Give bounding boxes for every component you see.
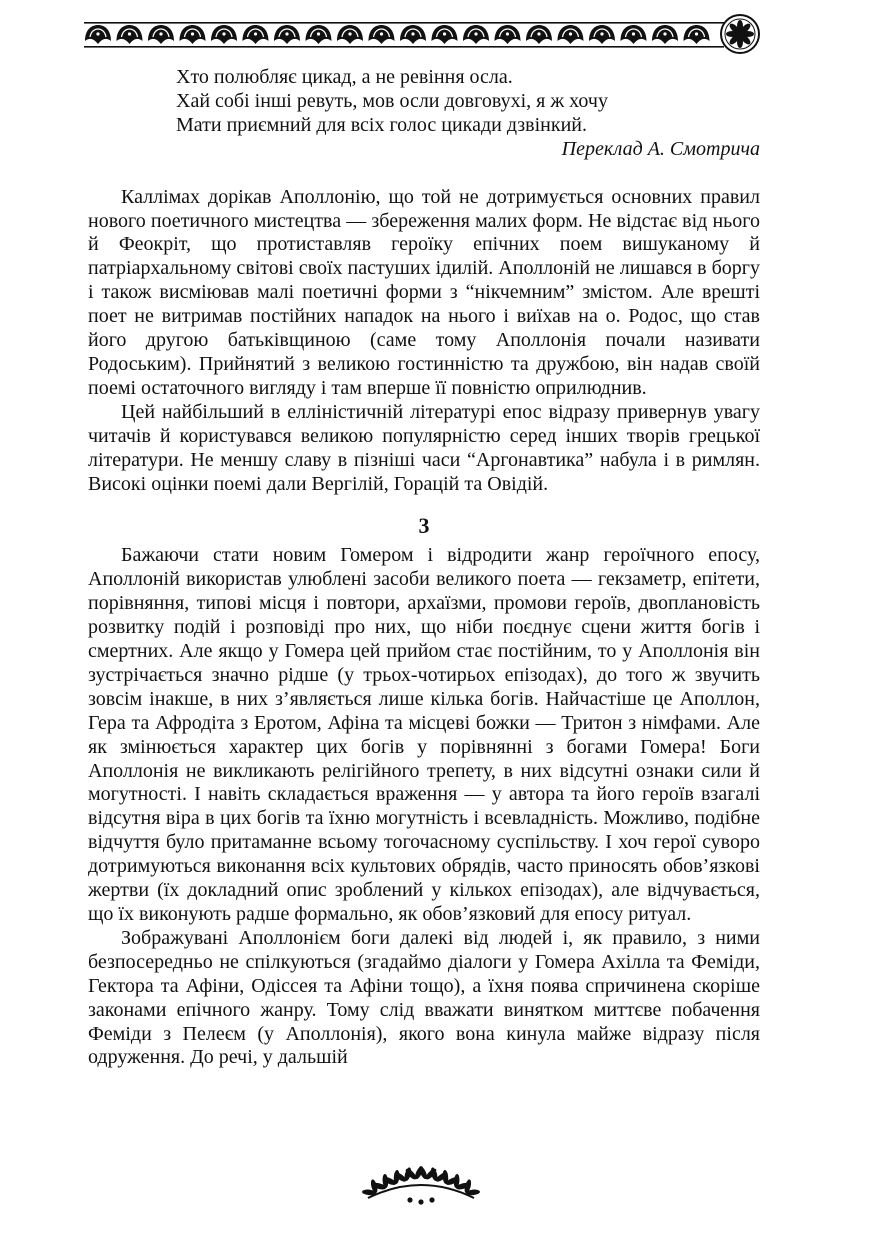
rosette-icon bbox=[721, 15, 759, 53]
paragraph: Бажаючи стати новим Гомером і відродити жанр героїчного епосу, Аполлоній використав улюблені засоби великого поета — гекзаметр, епітети, порівняння, типові місця і повтори, архаїзми, промови героїв, двоплановість розвитку подій і розповіді про них, що ніби поєднує сцени життя богів і смертних. Але якщо у Гомера цей прийом стає постійним, то у Аполлонія він зустрічається значно рідше (у трьох-чотирьох епізодах), до того ж звучить зовсім інакше, в них з’являється лише кілька богів. Найчастіше це Аполлон, Гера та Афродіта з Еротом, Афіна та місцеві божки — Тритон з німфами. Але як змінюється характер цих богів у порівнянні з богами Гомера! Боги Аполлонія не викликають релігійного трепету, в них відсутні ознаки сили й могутності. І навіть складається враження — у автора та його героїв взагалі відсутня віра в цих богів та їхню могутність і всевладність. Можливо, подібне відчуття було притаманне всьому тогочасному суспільству. І хоч герої суворо дотримуються виконання всіх культових обрядів, часто приносять обов’язкові жертви (їх докладний опис зроблений у кількох епізодах), але відчувається, що їх виконують радше формально, як обов’язковий для епосу ритуал. bbox=[88, 544, 760, 925]
paragraph: Цей найбільший в елліністичній літературі епос відразу привернув увагу читачів й користувався великою популярністю серед інших творів грецької літератури. Не меншу славу в пізніші часи “Аргонавтика” набула і в римлян. Високі оцінки поемі дали Вергілій, Горацій та Овідій. bbox=[88, 400, 760, 495]
verse-line: Хто полюбляє цикад, а не ревіння осла. bbox=[176, 66, 513, 88]
laurel-branches-icon bbox=[360, 1158, 482, 1206]
verse-line: Мати приємний для всіх голос цикади дзвінкий. bbox=[176, 113, 587, 136]
section-number: 3 bbox=[418, 513, 430, 539]
meander-lotus-border bbox=[85, 25, 710, 44]
paragraph: Каллімах дорікав Аполлонію, що той не дотримується основних правил нового поетичного мистецтва — збереження малих форм. Не відстає від нього й Феокріт, що протиставляв героїку епічних поем вишуканому й патріархальному світові своїх пастуших ідилій. Аполлоній не лишався в боргу і також висміював малі поетичні форми з “нікчемним” змістом. Але врешті поет не витримав постійних нападок на нього і виїхав на о. Родос, що став його другою батьківщиною (саме тому Аполлонія почали називати Родоським). Прийнятий з великою гостинністю та дружбою, він надав своїй поемі остаточного вигляду і там вперше її повністю оприлюднив. bbox=[88, 185, 760, 399]
verse-line: Хай собі інші ревуть, мов осли довговухі, я ж хочу bbox=[176, 89, 608, 112]
header-ornament-band bbox=[84, 14, 761, 54]
page-body bbox=[88, 66, 760, 1070]
paragraph: Зображувані Аполлонієм боги далекі від людей і, як правило, з ними безпосередньо не спілкуються (згадаймо діалоги у Гомера Ахілла та Феміди, Гектора та Афіни, Одіссея та Афіни тощо), а їхня поява спричинена скоріше законами епічного жанру. Тому слід вважати винятком миттєве побачення Феміди з Пелеєм (у Аполлонія), якого вона кинула майже відразу після одруження. До речі, у дальшій bbox=[88, 926, 760, 1069]
verse-block bbox=[176, 66, 760, 138]
translation-attribution: Переклад А. Смотрича bbox=[561, 137, 760, 160]
